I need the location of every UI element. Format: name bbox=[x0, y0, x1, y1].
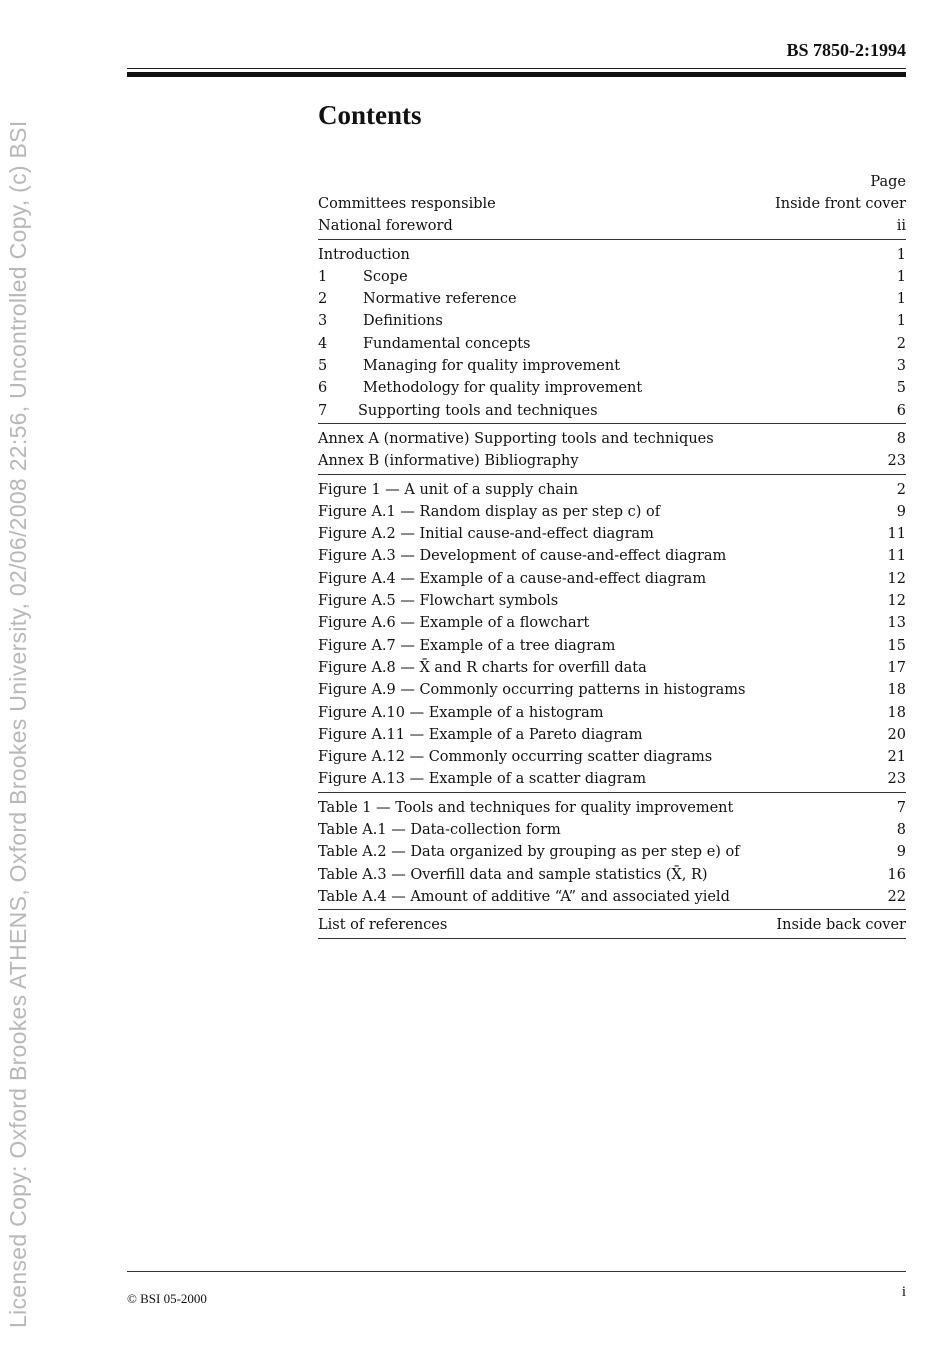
toc-entry-title: Table A.4 — Amount of additive “A” and associated yield bbox=[318, 888, 730, 905]
header-rule-thin bbox=[127, 68, 906, 69]
toc-entry-page: 2 bbox=[896, 481, 906, 498]
toc-entry[interactable] bbox=[318, 450, 906, 472]
toc-entry-title: Figure A.10 — Example of a histogram bbox=[318, 704, 604, 721]
toc-entry-page: 16 bbox=[887, 866, 906, 883]
toc-entry[interactable] bbox=[318, 635, 906, 657]
toc-entry-page: 22 bbox=[887, 888, 906, 905]
toc-entry-title: Figure A.8 — X̄ and R charts for overfill data bbox=[318, 659, 647, 676]
toc-entry[interactable] bbox=[318, 886, 906, 908]
toc-entry-page: 20 bbox=[887, 726, 906, 743]
toc-entry-page: Inside front cover bbox=[775, 196, 906, 212]
toc-entry[interactable] bbox=[318, 724, 906, 746]
standard-number: BS 7850-2:1994 bbox=[786, 40, 906, 60]
toc-entry[interactable] bbox=[318, 746, 906, 768]
toc-entry-title: Normative reference bbox=[363, 291, 517, 308]
toc-entry[interactable] bbox=[318, 523, 906, 545]
toc-entry[interactable] bbox=[318, 679, 906, 701]
toc-entry-title: Figure 1 — A unit of a supply chain bbox=[318, 481, 579, 498]
toc-entry[interactable] bbox=[318, 864, 906, 886]
toc-entry-title: Fundamental concepts bbox=[363, 335, 531, 352]
toc-group-front-matter bbox=[318, 193, 906, 240]
toc-group-tables bbox=[318, 797, 906, 910]
toc-group-annexes bbox=[318, 428, 906, 475]
toc-entry-page: 17 bbox=[887, 659, 906, 676]
toc-entry[interactable] bbox=[318, 193, 906, 215]
toc-entry-title: National foreword bbox=[318, 218, 453, 235]
toc-entry-title: Annex B (informative) Bibliography bbox=[318, 453, 579, 470]
toc-entry-title: Figure A.12 — Commonly occurring scatter diagrams bbox=[318, 749, 713, 766]
toc-entry-page: ii bbox=[896, 218, 906, 235]
toc-entry-page: 12 bbox=[887, 593, 906, 610]
toc-entry-number: 2 bbox=[318, 291, 328, 308]
toc-entry-title: Figure A.4 — Example of a cause-and-effect diagram bbox=[318, 570, 707, 587]
toc-entry[interactable] bbox=[318, 819, 906, 841]
toc-entry-page: 1 bbox=[896, 291, 906, 308]
toc-entry-page: 1 bbox=[896, 268, 906, 285]
toc-entry-number: 3 bbox=[318, 313, 328, 330]
toc-entry-title: Methodology for quality improvement bbox=[363, 380, 643, 397]
toc-entry-page: 8 bbox=[896, 822, 906, 839]
toc-entry-page: 11 bbox=[887, 548, 906, 565]
toc-entry-page: 1 bbox=[896, 246, 906, 263]
toc-entry-title: Supporting tools and techniques bbox=[358, 402, 598, 419]
toc-entry-title: Figure A.2 — Initial cause-and-effect diagram bbox=[318, 526, 654, 543]
toc-entry-page: 3 bbox=[896, 358, 906, 375]
toc-entry-title: Managing for quality improvement bbox=[363, 358, 621, 375]
toc-entry[interactable] bbox=[318, 768, 906, 790]
toc-entry-number: 6 bbox=[318, 380, 328, 397]
toc-entry[interactable] bbox=[318, 479, 906, 501]
toc-entry-page: 9 bbox=[896, 503, 906, 520]
toc-entry-number: 5 bbox=[318, 358, 328, 375]
toc-entry-title: Introduction bbox=[318, 246, 410, 263]
table-of-contents bbox=[318, 171, 906, 943]
header-rule-thick bbox=[127, 72, 906, 77]
toc-entry[interactable] bbox=[318, 266, 906, 288]
toc-entry-title: List of references bbox=[318, 917, 448, 934]
toc-entry-page: 12 bbox=[887, 570, 906, 587]
toc-entry[interactable] bbox=[318, 914, 906, 936]
toc-entry-page: 1 bbox=[896, 313, 906, 330]
toc-entry[interactable] bbox=[318, 355, 906, 377]
toc-entry-title: Annex A (normative) Supporting tools and techniques bbox=[318, 430, 714, 447]
toc-entry-title: Figure A.13 — Example of a scatter diagram bbox=[318, 771, 647, 788]
toc-entry[interactable] bbox=[318, 288, 906, 310]
toc-entry[interactable] bbox=[318, 333, 906, 355]
toc-entry-page: 23 bbox=[887, 771, 906, 788]
toc-group-back-matter bbox=[318, 914, 906, 938]
page-column-heading: Page bbox=[870, 174, 906, 190]
toc-entry[interactable] bbox=[318, 244, 906, 266]
toc-entry-title: Scope bbox=[363, 268, 408, 285]
toc-entry[interactable] bbox=[318, 590, 906, 612]
toc-entry[interactable] bbox=[318, 841, 906, 863]
toc-entry-title: Figure A.7 — Example of a tree diagram bbox=[318, 637, 616, 654]
toc-entry[interactable] bbox=[318, 568, 906, 590]
footer-page-number: i bbox=[901, 1284, 906, 1300]
toc-entry[interactable] bbox=[318, 215, 906, 237]
toc-entry-title: Definitions bbox=[363, 313, 443, 330]
toc-entry-page: 7 bbox=[896, 799, 906, 816]
toc-entry-title: Committees responsible bbox=[318, 196, 496, 212]
toc-entry-title: Table A.3 — Overfill data and sample statistics (X̄, R) bbox=[318, 866, 708, 883]
toc-entry[interactable] bbox=[318, 797, 906, 819]
toc-entry-page: 15 bbox=[887, 637, 906, 654]
toc-entry-page: Inside back cover bbox=[776, 917, 906, 934]
toc-entry-page: 5 bbox=[896, 380, 906, 397]
toc-group-sections bbox=[318, 244, 906, 424]
toc-entry-title: Figure A.6 — Example of a flowchart bbox=[318, 615, 590, 632]
toc-entry-title: Figure A.5 — Flowchart symbols bbox=[318, 593, 559, 610]
toc-entry-number: 7 bbox=[318, 402, 328, 419]
toc-entry-title: Figure A.9 — Commonly occurring patterns in histograms bbox=[318, 682, 746, 699]
toc-entry-page: 6 bbox=[896, 402, 906, 419]
footer-copyright: © BSI 05-2000 bbox=[127, 1291, 207, 1306]
toc-entry[interactable] bbox=[318, 612, 906, 634]
page-title: Contents bbox=[318, 100, 422, 130]
toc-entry-page: 21 bbox=[887, 749, 906, 766]
toc-entry-page: 9 bbox=[896, 844, 906, 861]
toc-entry[interactable] bbox=[318, 545, 906, 567]
toc-entry-page: 2 bbox=[896, 335, 906, 352]
toc-entry-number: 4 bbox=[318, 335, 328, 352]
toc-entry-page: 8 bbox=[896, 430, 906, 447]
toc-entry-page: 18 bbox=[887, 704, 906, 721]
toc-group-figures bbox=[318, 479, 906, 793]
toc-entry[interactable] bbox=[318, 428, 906, 450]
toc-entry[interactable] bbox=[318, 377, 906, 399]
toc-entry-title: Table A.2 — Data organized by grouping as per step e) of bbox=[318, 844, 740, 861]
toc-entry-title: Figure A.3 — Development of cause-and-effect diagram bbox=[318, 548, 727, 565]
toc-entry-page: 11 bbox=[887, 526, 906, 543]
toc-entry-title: Table A.1 — Data-collection form bbox=[318, 822, 561, 839]
toc-entry[interactable] bbox=[318, 310, 906, 332]
toc-entry-number: 1 bbox=[318, 268, 328, 285]
toc-entry-page: 23 bbox=[887, 453, 906, 470]
toc-entry[interactable] bbox=[318, 400, 906, 422]
toc-entry[interactable] bbox=[318, 702, 906, 724]
toc-entry-page: 18 bbox=[887, 682, 906, 699]
toc-entry-title: Table 1 — Tools and techniques for quality improvement bbox=[318, 799, 734, 816]
toc-entry-page: 13 bbox=[887, 615, 906, 632]
toc-entry-title: Figure A.11 — Example of a Pareto diagram bbox=[318, 726, 643, 743]
toc-entry[interactable] bbox=[318, 657, 906, 679]
toc-entry[interactable] bbox=[318, 501, 906, 523]
license-watermark: Licensed Copy: Oxford Brookes ATHENS, Oxford Brookes University, 02/06/2008 22:56, Uncontrolled Copy, (c) BSI bbox=[5, 120, 31, 1328]
toc-entry-title: Figure A.1 — Random display as per step c) of bbox=[318, 503, 661, 520]
footer-rule bbox=[127, 1271, 906, 1272]
